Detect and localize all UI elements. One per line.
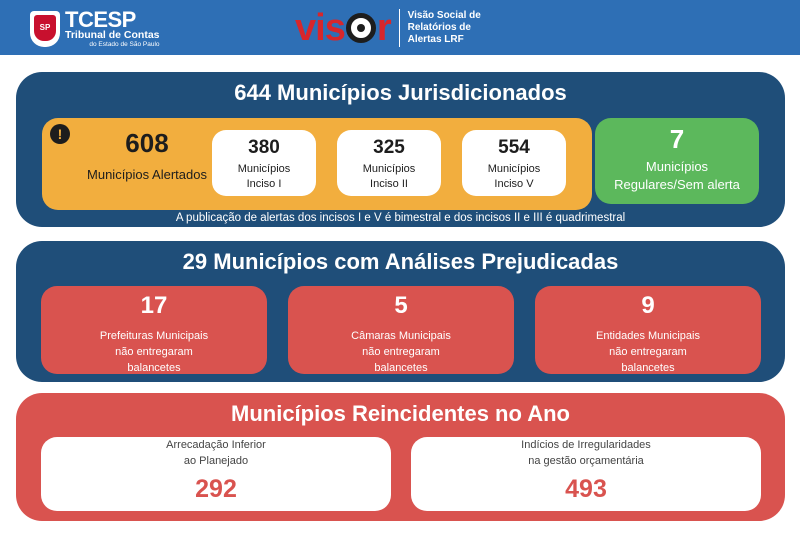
inciso-v-label1: Municípios (487, 163, 541, 175)
alertados-count: 608 (125, 128, 169, 158)
visor-description: Visão Social de Relatórios de Alertas LRF (407, 10, 481, 45)
inciso-v-card[interactable] (462, 130, 566, 196)
irregularidades-count: 493 (565, 475, 607, 503)
publication-note: A publicação de alertas dos incisos I e V é bimestral e dos incisos II e III é quadrimestral (175, 212, 626, 224)
sp-seal-icon (30, 11, 60, 47)
arrecadacao-label2: ao Planejado (183, 455, 249, 467)
regulares-label2: Regulares/Sem alerta (614, 177, 740, 192)
visor-word-part1: vis (295, 6, 345, 49)
visor-logo[interactable] (295, 8, 498, 48)
camaras-label3: balancetes (374, 362, 428, 374)
irregularidades-label2: na gestão orçamentária (528, 455, 644, 467)
alertados-card[interactable] (42, 118, 592, 210)
camaras-card[interactable] (288, 286, 514, 374)
entidades-card[interactable] (535, 286, 761, 374)
entidades-label1: Entidades Municipais (596, 330, 700, 342)
inciso-ii-label1: Municípios (362, 163, 416, 175)
prefeituras-card[interactable] (41, 286, 267, 374)
inciso-i-card[interactable] (212, 130, 316, 196)
camaras-label2: não entregaram (362, 346, 440, 358)
regulares-card[interactable] (595, 118, 759, 204)
arrecadacao-card[interactable] (41, 437, 391, 511)
visor-wordmark (295, 7, 391, 50)
regulares-count: 7 (669, 124, 685, 154)
seal-text: SP (34, 15, 56, 41)
logo-subtitle: Tribunal de Contas (65, 28, 160, 41)
prefeituras-count: 17 (140, 292, 168, 319)
jurisdicionados-title: 644 Municípios Jurisdicionados (234, 80, 567, 105)
irregularidades-label1: Indícios de Irregularidades (521, 439, 651, 451)
reincidentes-panel (16, 393, 785, 521)
entidades-count: 9 (641, 292, 655, 319)
jurisdicionados-panel (16, 72, 785, 227)
inciso-ii-label2: Inciso II (370, 178, 408, 190)
logo-subtitle-small: do Estado de São Paulo (89, 40, 160, 48)
inciso-ii-count: 325 (373, 137, 405, 158)
inciso-i-label2: Inciso I (246, 178, 282, 190)
logo-divider (399, 9, 400, 47)
logo-title: TCESP (65, 6, 136, 32)
irregularidades-card[interactable] (411, 437, 761, 511)
regulares-label1: Municípios (645, 159, 709, 174)
prefeituras-label1: Prefeituras Municipais (99, 330, 209, 342)
prejudicadas-panel (16, 241, 785, 382)
camaras-label1: Câmaras Municipais (351, 330, 451, 342)
tcesp-logo[interactable] (30, 6, 160, 49)
alertados-label: Municípios Alertados (87, 167, 207, 182)
camaras-count: 5 (394, 292, 408, 319)
entidades-label2: não entregaram (609, 346, 687, 358)
prefeituras-label3: balancetes (127, 362, 181, 374)
inciso-i-count: 380 (248, 137, 280, 158)
inciso-v-count: 554 (498, 137, 530, 158)
prefeituras-label2: não entregaram (115, 346, 193, 358)
arrecadacao-label1: Arrecadação Inferior (166, 439, 266, 451)
prejudicadas-title: 29 Municípios com Análises Prejudicadas (182, 249, 619, 274)
inciso-i-label1: Municípios (237, 163, 291, 175)
magnifier-icon (346, 13, 376, 43)
visor-word-part2: r (376, 6, 391, 49)
arrecadacao-count: 292 (195, 475, 237, 503)
inciso-v-label2: Inciso V (494, 178, 534, 190)
header-bar (0, 0, 800, 55)
reincidentes-title: Municípios Reincidentes no Ano (231, 401, 570, 426)
inciso-ii-card[interactable] (337, 130, 441, 196)
exclamation-icon: ! (50, 124, 70, 144)
entidades-label3: balancetes (621, 362, 675, 374)
